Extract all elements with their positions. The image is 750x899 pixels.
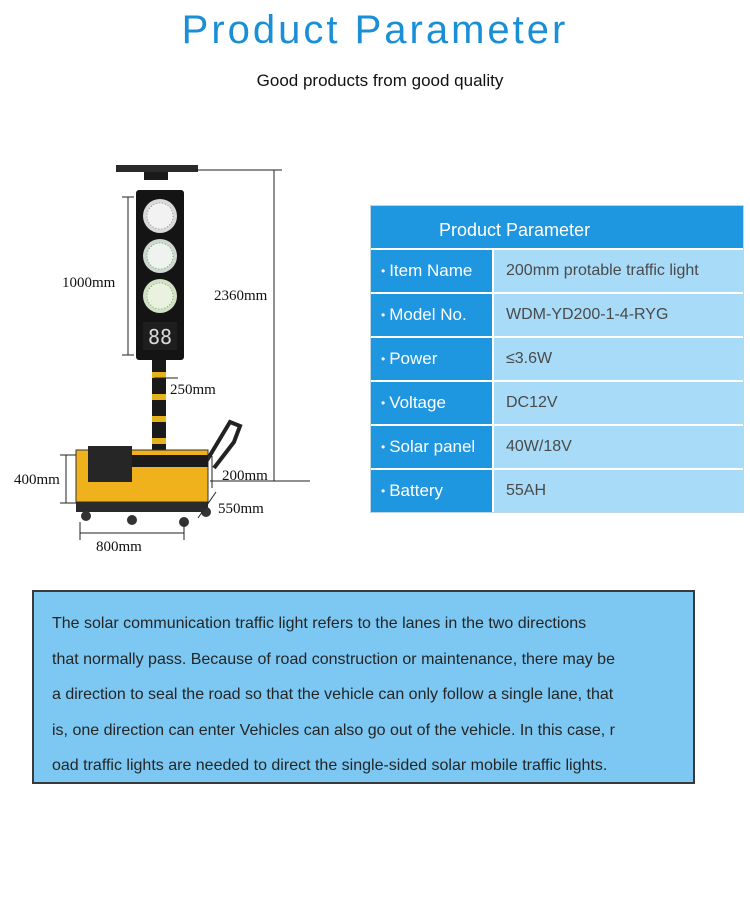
solar-panel: [116, 165, 198, 172]
product-dimension-figure: [0, 150, 330, 560]
cart-handle: [206, 422, 240, 468]
table-row: [371, 336, 743, 380]
param-value: 55AH: [494, 470, 743, 512]
param-key-label: Power: [389, 349, 438, 368]
table-row: [371, 292, 743, 336]
bullet: •: [381, 264, 386, 278]
bullet: •: [381, 440, 386, 454]
bullet: •: [381, 352, 386, 366]
param-key: [371, 250, 494, 292]
param-value: WDM-YD200-1-4-RYG: [494, 294, 743, 336]
param-value: 40W/18V: [494, 426, 743, 468]
param-value: DC12V: [494, 382, 743, 424]
param-key-label: Model No.: [389, 305, 467, 324]
page-subtitle: Good products from good quality: [256, 71, 504, 90]
dim-total-height: 2360mm: [214, 288, 268, 304]
wheel: [81, 511, 91, 521]
dim-base-clearance: 200mm: [222, 468, 268, 484]
dim-pole-width: 250mm: [170, 382, 216, 398]
description-line: a direction to seal the road so that the vehicle can only follow a single lane, that: [52, 686, 614, 703]
page-title: Product Parameter: [181, 8, 569, 52]
param-key: [371, 426, 494, 468]
param-key-label: Battery: [389, 481, 444, 500]
table-row: [371, 248, 743, 292]
param-key: [371, 338, 494, 380]
description-line: oad traffic lights are needed to direct the single-sided solar mobile traffic lights.: [52, 757, 608, 774]
dim-base-length: 800mm: [96, 539, 142, 555]
signal-lamp-green: [143, 279, 177, 313]
bullet: •: [381, 484, 386, 498]
table-row: [371, 424, 743, 468]
param-key: [371, 382, 494, 424]
param-key: [371, 470, 494, 512]
param-key-label: Voltage: [389, 393, 446, 412]
description-line: The solar communication traffic light refers to the lanes in the two directions: [52, 615, 587, 632]
bullet: •: [381, 396, 386, 410]
description-line: is, one direction can enter Vehicles can also go out of the vehicle. In this case, r: [52, 721, 615, 739]
param-key-label: Item Name: [389, 261, 473, 280]
wheel: [127, 515, 137, 525]
parameter-table: [370, 205, 744, 513]
dim-head-height: 1000mm: [62, 275, 116, 291]
param-value: 200mm protable traffic light: [494, 250, 743, 292]
description-line: that normally pass. Because of road construction or maintenance, there may be: [52, 650, 615, 668]
signal-lamp-red: [143, 199, 177, 233]
parameter-table-header: Product Parameter: [371, 206, 743, 248]
dim-base-height: 400mm: [14, 472, 60, 488]
dim-base-depth: 550mm: [218, 501, 264, 517]
bullet: •: [381, 308, 386, 322]
param-key-label: Solar panel: [389, 437, 476, 456]
table-row: [371, 380, 743, 424]
description-box: [32, 590, 695, 784]
param-value: ≤3.6W: [494, 338, 743, 380]
signal-lamp-yellow: [143, 239, 177, 273]
table-row: [371, 468, 743, 512]
param-key: [371, 294, 494, 336]
countdown-display: 88: [147, 325, 173, 349]
